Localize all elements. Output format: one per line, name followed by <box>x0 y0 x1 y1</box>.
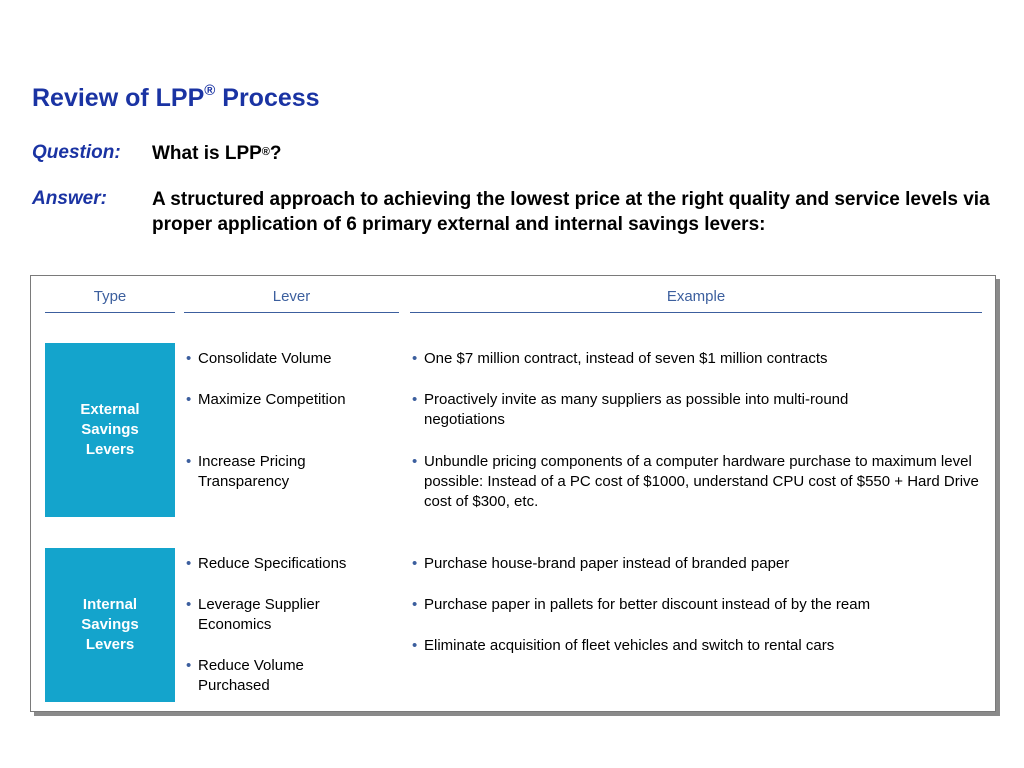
answer-label: Answer: <box>32 188 107 209</box>
page-title <box>32 84 320 113</box>
title-text: Review of LPP <box>32 84 205 112</box>
example-text: Unbundle pricing components of a computer hardware purchase to maximum level possible: Instead of a PC cost of $1000, understand CPU cost of $550 + Hard Drive cost of $300, etc. <box>424 453 979 510</box>
lever-text: Increase Pricing Transparency <box>198 453 306 490</box>
question-registered-mark: ® <box>261 146 270 158</box>
lever-text: Reduce Volume Purchased <box>198 657 304 694</box>
example-text: Purchase house-brand paper instead of branded paper <box>424 555 790 572</box>
bullet-icon: • <box>412 391 418 408</box>
bullet-icon: • <box>412 596 418 613</box>
bullet-icon: • <box>412 555 418 572</box>
type-label-internal: Internal Savings Levers <box>81 596 139 653</box>
lever-text: Reduce Specifications <box>198 555 347 572</box>
header-type: Type <box>45 288 175 313</box>
bullet-icon: • <box>412 350 418 367</box>
lever-item <box>184 554 399 574</box>
lever-item <box>184 452 344 492</box>
bullet-icon: • <box>186 391 192 408</box>
bullet-icon: • <box>186 657 192 674</box>
bullet-icon: • <box>412 453 418 470</box>
bullet-icon: • <box>186 555 192 572</box>
bullet-icon: • <box>186 350 192 367</box>
example-text: Eliminate acquisition of fleet vehicles and switch to rental cars <box>424 637 835 654</box>
lever-item <box>184 390 399 410</box>
lever-text: Leverage Supplier Economics <box>198 596 320 633</box>
header-lever: Lever <box>184 288 399 313</box>
lever-item <box>184 656 344 696</box>
example-item <box>410 554 985 574</box>
example-text: Proactively invite as many suppliers as possible into multi-round negotiations <box>424 391 849 428</box>
question-label: Question: <box>32 142 121 163</box>
question-text <box>152 141 1002 166</box>
lever-item <box>184 349 399 369</box>
example-item <box>410 595 985 615</box>
question-end: ? <box>269 143 282 164</box>
example-item <box>410 390 930 430</box>
type-label-external: External Savings Levers <box>80 401 140 458</box>
example-text: One $7 million contract, instead of seven $1 million contracts <box>424 350 828 367</box>
question-main: What is LPP <box>152 143 262 164</box>
bullet-icon: • <box>186 453 192 470</box>
example-item <box>410 636 985 656</box>
answer-text: A structured approach to achieving the lowest price at the right quality and service levels via proper application of 6 primary external and internal savings levers: <box>152 189 990 235</box>
header-example: Example <box>410 288 982 313</box>
lever-text: Consolidate Volume <box>198 350 332 367</box>
lever-text: Maximize Competition <box>198 391 346 408</box>
example-item <box>410 452 985 512</box>
type-box-internal <box>45 548 175 702</box>
title-suffix: Process <box>215 84 320 112</box>
title-registered-mark: ® <box>204 82 216 99</box>
type-box-external <box>45 343 175 517</box>
lever-item <box>184 595 354 635</box>
bullet-icon: • <box>412 637 418 654</box>
bullet-icon: • <box>186 596 192 613</box>
example-text: Purchase paper in pallets for better discount instead of by the ream <box>424 596 871 613</box>
example-item <box>410 349 985 369</box>
